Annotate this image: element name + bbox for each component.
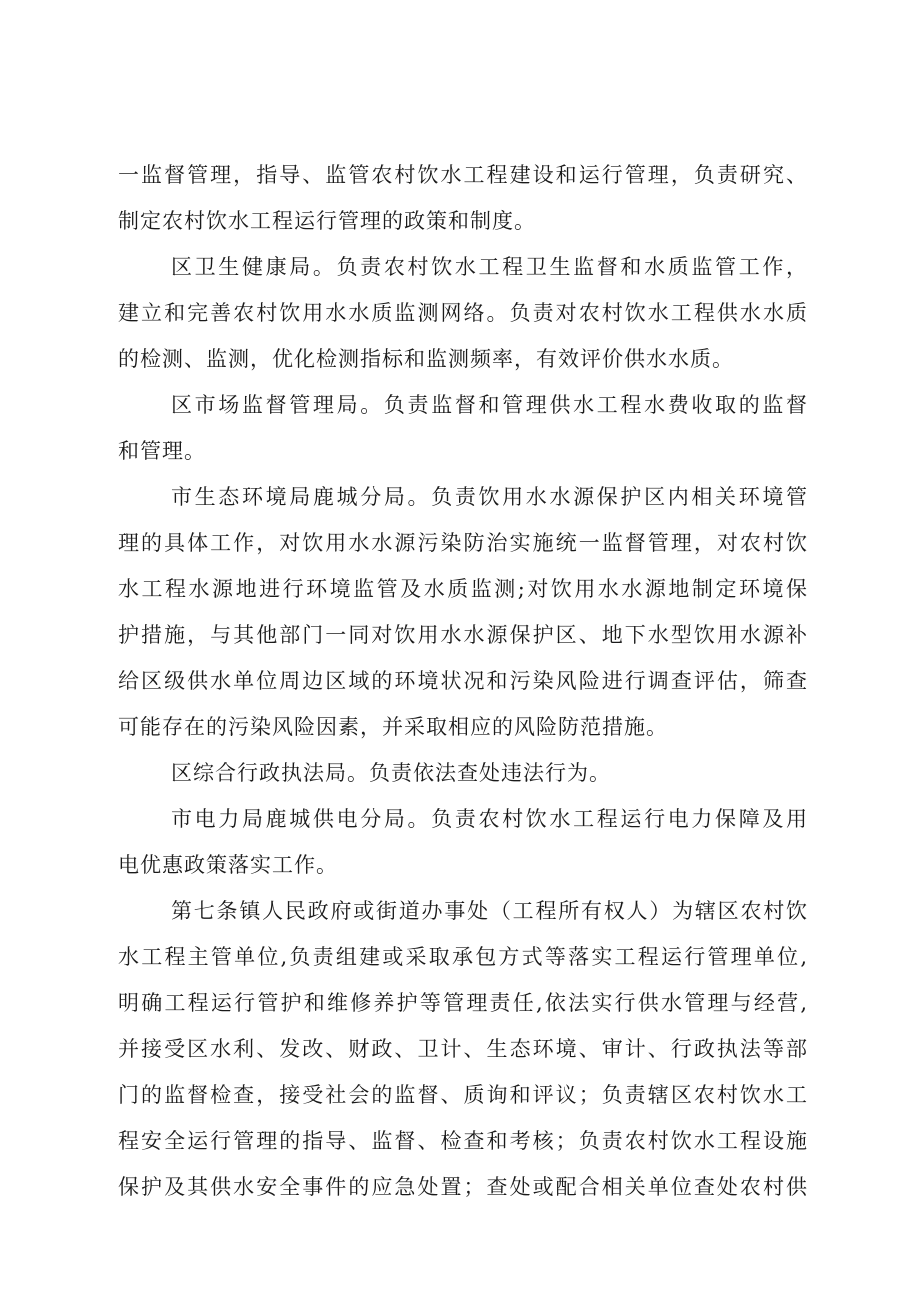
text-line: 明确工程运行管护和维修养护等管理责任,依法实行供水管理与经营, xyxy=(118,991,808,1015)
text-line: 区市场监督管理局。负责监督和管理供水工程水费收取的监督 xyxy=(171,393,808,417)
text-line: 程安全运行管理的指导、监督、检查和考核；负责农村饮水工程设施 xyxy=(118,1129,808,1153)
text-line: 给区级供水单位周边区域的环境状况和污染风险进行调查评估，筛查 xyxy=(118,669,808,693)
text-line: 的检测、监测，优化检测指标和监测频率，有效评价供水水质。 xyxy=(118,347,734,371)
text-line: 区综合行政执法局。负责依法查处违法行为。 xyxy=(171,761,611,785)
text-line: 和管理。 xyxy=(118,439,206,463)
text-line: 门的监督检查，接受社会的监督、质询和评议；负责辖区农村饮水工 xyxy=(118,1083,808,1107)
text-line: 一监督管理，指导、监管农村饮水工程建设和运行管理，负责研究、 xyxy=(118,163,808,187)
text-line: 护措施，与其他部门一同对饮用水水源保护区、地下水型饮用水源补 xyxy=(118,623,808,647)
text-line: 理的具体工作，对饮用水水源污染防治实施统一监督管理，对农村饮 xyxy=(118,531,808,555)
text-line: 电优惠政策落实工作。 xyxy=(118,853,338,877)
text-line: 保护及其供水安全事件的应急处置；查处或配合相关单位查处农村供 xyxy=(118,1175,808,1199)
text-line: 可能存在的污染风险因素，并采取相应的风险防范措施。 xyxy=(118,715,668,739)
text-line: 建立和完善农村饮用水水质监测网络。负责对农村饮水工程供水水质 xyxy=(118,301,808,325)
text-line: 市生态环境局鹿城分局。负责饮用水水源保护区内相关环境管 xyxy=(171,485,808,509)
text-line: 水工程水源地进行环境监管及水质监测;对饮用水水源地制定环境保 xyxy=(118,577,808,601)
text-line: 并接受区水利、发改、财政、卫计、生态环境、审计、行政执法等部 xyxy=(118,1037,808,1061)
text-line: 水工程主管单位,负责组建或采取承包方式等落实工程运行管理单位, xyxy=(118,945,808,969)
text-line: 市电力局鹿城供电分局。负责农村饮水工程运行电力保障及用 xyxy=(171,807,808,831)
text-line: 制定农村饮水工程运行管理的政策和制度。 xyxy=(118,209,536,233)
text-line: 区卫生健康局。负责农村饮水工程卫生监督和水质监管工作， xyxy=(171,255,808,279)
document-body xyxy=(118,152,808,1210)
text-line: 第七条镇人民政府或街道办事处（工程所有权人）为辖区农村饮 xyxy=(171,899,808,923)
